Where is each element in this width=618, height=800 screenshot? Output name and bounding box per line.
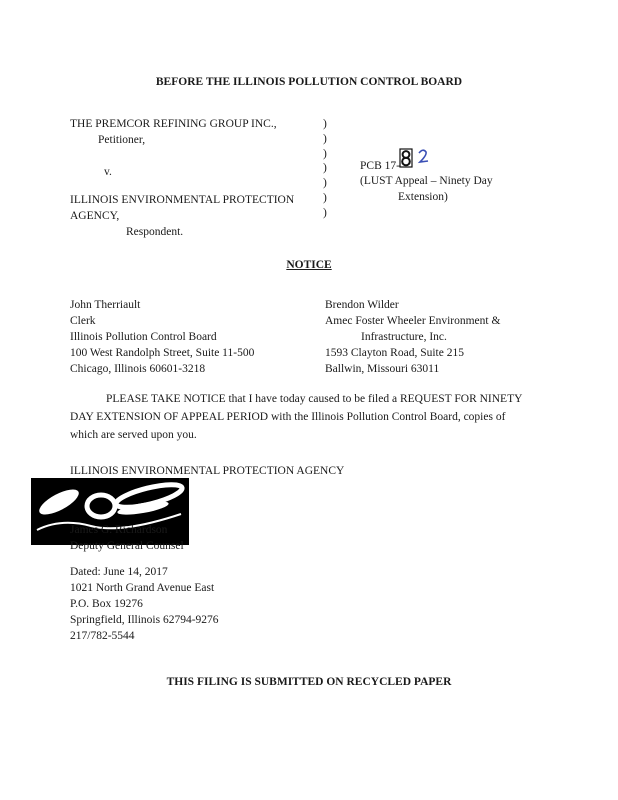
addressee-right-line1: Brendon Wilder	[325, 299, 399, 311]
addressee-right-line4: 1593 Clayton Road, Suite 215	[325, 347, 464, 359]
signer	[70, 522, 184, 554]
addressee-left-line1: John Therriault	[70, 299, 141, 311]
agency-name: ILLINOIS ENVIRONMENTAL PROTECTION AGENCY	[70, 465, 345, 477]
case-type	[360, 173, 493, 205]
dated-block	[70, 564, 219, 644]
notice-body-line1: PLEASE TAKE NOTICE that I have today caused to be filed a REQUEST FOR NINETY	[106, 393, 523, 405]
addressee-left-line5: Chicago, Illinois 60601-3218	[70, 363, 206, 375]
address-line3: Springfield, Illinois 62794-9276	[70, 614, 219, 626]
address-line2: P.O. Box 19276	[70, 598, 143, 610]
case-type-line2: Extension)	[398, 191, 448, 203]
handwritten-8-mark	[399, 147, 435, 169]
addressee-left-line2: Clerk	[70, 315, 96, 327]
addressee-right-line3: Infrastructure, Inc.	[361, 331, 447, 343]
case-type-line1: (LUST Appeal – Ninety Day	[360, 175, 493, 187]
petitioner-role: Petitioner,	[98, 134, 146, 146]
phone-number: 217/782-5544	[70, 630, 135, 642]
versus-label: v.	[104, 166, 112, 178]
caption-parentheses: ) ) ) ) ) ) )	[323, 118, 327, 219]
address-line1: 1021 North Grand Avenue East	[70, 582, 215, 594]
addressee-right	[325, 297, 500, 377]
signer-name: James G. Richardson	[70, 524, 168, 536]
addressee-right-line2: Amec Foster Wheeler Environment &	[325, 315, 501, 327]
respondent-name-line1: ILLINOIS ENVIRONMENTAL PROTECTION	[70, 194, 295, 206]
notice-body	[70, 390, 522, 444]
signer-title: Deputy General Counsel	[70, 540, 184, 552]
case-number-prefix: PCB 17-	[360, 160, 400, 172]
handwritten-case-number	[399, 147, 435, 169]
notice-body-line3: which are served upon you.	[70, 429, 197, 441]
petitioner-name: THE PREMCOR REFINING GROUP INC.,	[70, 118, 277, 130]
addressee-right-line5: Ballwin, Missouri 63011	[325, 363, 440, 375]
notice-title: NOTICE	[286, 259, 332, 271]
addressee-left-line4: 100 West Randolph Street, Suite 11-500	[70, 347, 255, 359]
addressee-left-line3: Illinois Pollution Control Board	[70, 331, 217, 343]
caption-parties	[70, 116, 294, 240]
addressee-left	[70, 297, 254, 377]
case-number	[360, 158, 400, 174]
document-heading: BEFORE THE ILLINOIS POLLUTION CONTROL BOARD	[155, 76, 463, 88]
dated-line: Dated: June 14, 2017	[70, 566, 168, 578]
notice-body-line2: DAY EXTENSION OF APPEAL PERIOD with the Illinois Pollution Control Board, copies of	[70, 411, 506, 423]
recycled-paper-footer: THIS FILING IS SUBMITTED ON RECYCLED PAPER	[166, 676, 452, 688]
respondent-role: Respondent.	[126, 226, 184, 238]
respondent-name-line2: AGENCY,	[70, 210, 120, 222]
